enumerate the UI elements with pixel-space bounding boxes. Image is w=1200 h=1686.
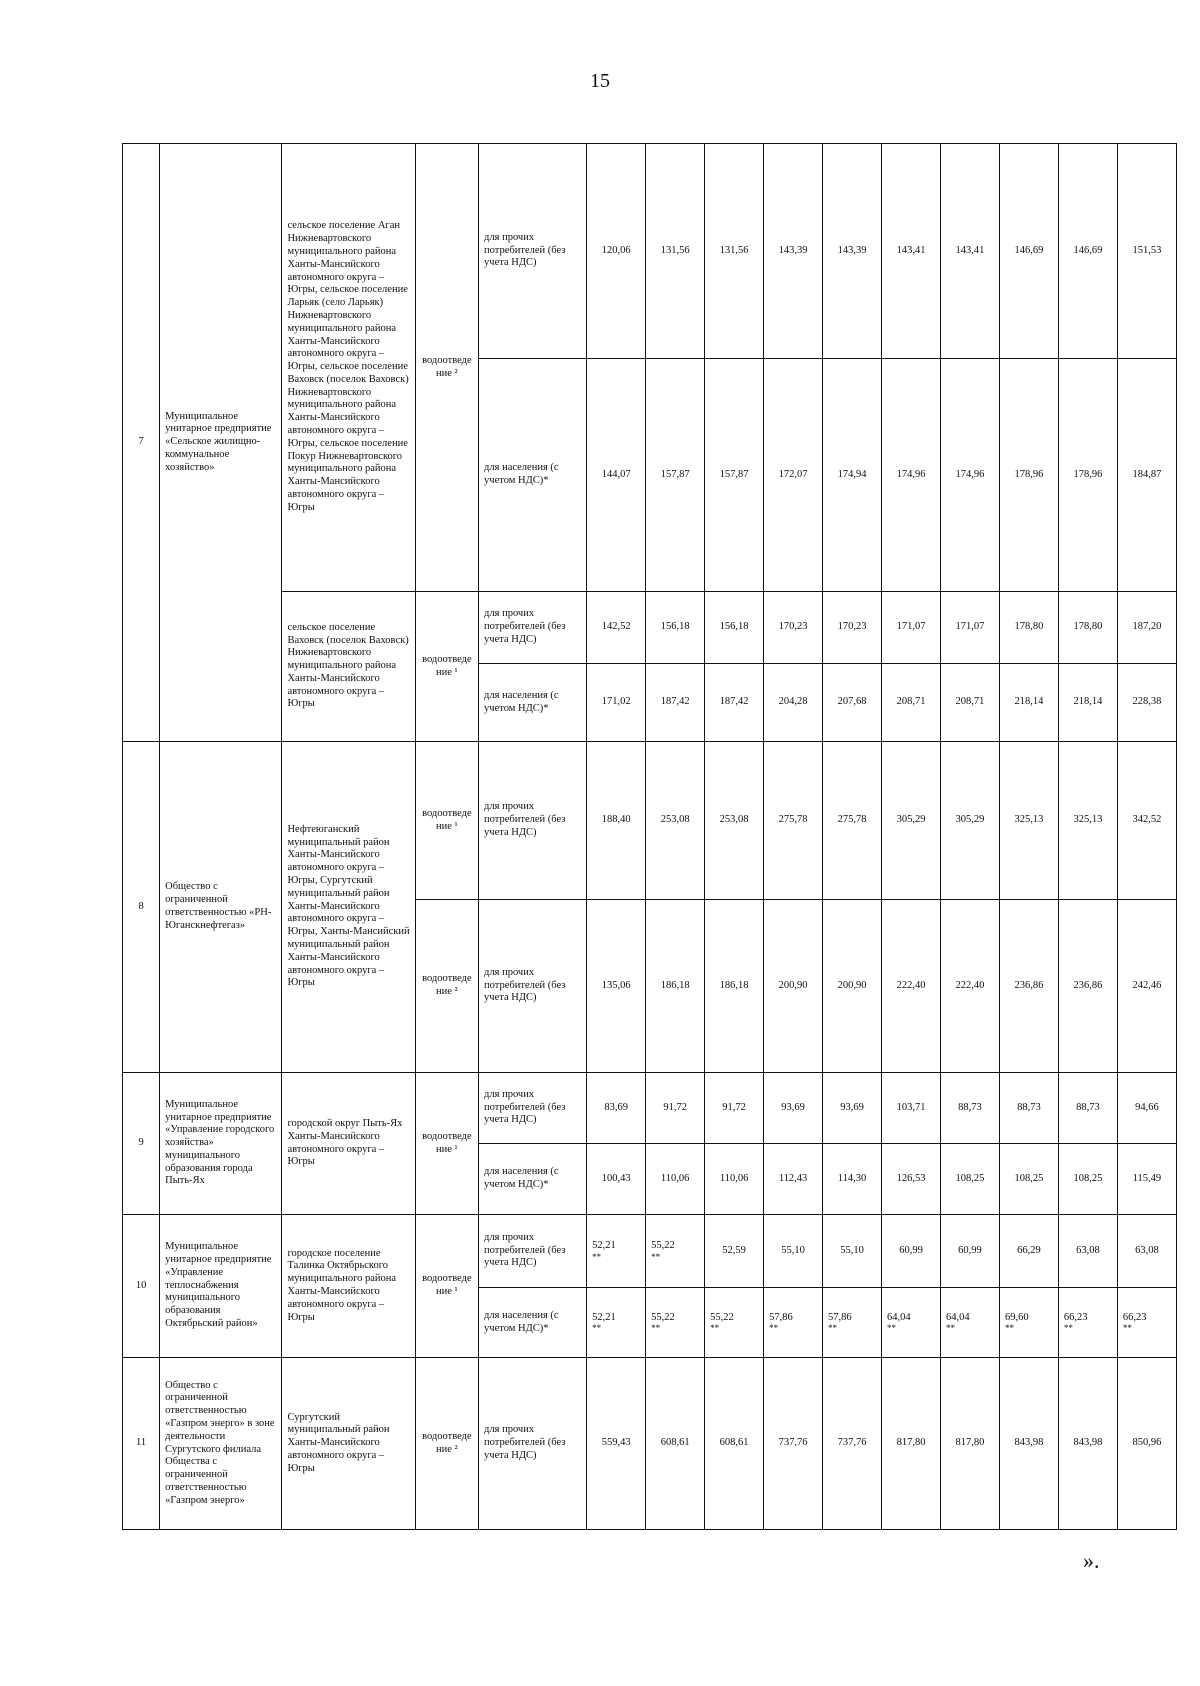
tariff-cell: 171,07 — [882, 592, 941, 664]
tariff-cell: 200,90 — [764, 900, 823, 1073]
page-number: 15 — [590, 70, 610, 92]
tariff-cell: 143,39 — [764, 144, 823, 359]
tariff-value: 55,22 — [651, 1311, 675, 1323]
tariff-cell: 83,69 — [587, 1073, 646, 1144]
tariff-value: 55,22 — [651, 1240, 675, 1252]
footnote-mark: ** — [828, 1323, 838, 1334]
tariff-cell: 208,71 — [882, 664, 941, 742]
tariff-cell: 737,76 — [764, 1358, 823, 1530]
footnote-mark: ** — [651, 1251, 661, 1262]
tariff-cell: 559,43 — [587, 1358, 646, 1530]
tariff-value: 66,29 — [1017, 1244, 1041, 1256]
tariff-cell: 131,56 — [646, 144, 705, 359]
tariff-cell — [705, 1288, 764, 1358]
table-row-10-a — [123, 1215, 1177, 1288]
tariff-value: 55,22 — [710, 1311, 734, 1323]
tariff-cell: 218,14 — [999, 664, 1058, 742]
footnote-mark: ** — [769, 1323, 779, 1334]
tariff-cell: 850,96 — [1117, 1358, 1176, 1530]
consumer-cell: для прочих потребителей (без учета НДС) — [479, 1073, 587, 1144]
tariff-cell: 305,29 — [940, 742, 999, 900]
consumer-cell: для населения (с учетом НДС)* — [479, 664, 587, 742]
territory-cell: городской округ Пыть-Ях Ханты-Мансийского автономного округа – Югры — [282, 1073, 415, 1215]
tariff-value: 55,10 — [840, 1244, 864, 1256]
tariff-cell: 253,08 — [646, 742, 705, 900]
tariff-cell: 115,49 — [1117, 1144, 1176, 1215]
footnote-mark: ** — [592, 1323, 602, 1334]
service-cell: водоотведение ¹ — [415, 1073, 478, 1215]
table-row-8-a — [123, 742, 1177, 900]
footnote-mark: ** — [1004, 1323, 1014, 1334]
consumer-cell: для прочих потребителей (без учета НДС) — [479, 1358, 587, 1530]
tariff-cell: 94,66 — [1117, 1073, 1176, 1144]
tariff-cell: 93,69 — [823, 1073, 882, 1144]
tariff-cell: 228,38 — [1117, 664, 1176, 742]
consumer-cell: для прочих потребителей (без учета НДС) — [479, 144, 587, 359]
tariff-value: 55,10 — [781, 1244, 805, 1256]
tariff-cell: 325,13 — [1058, 742, 1117, 900]
tariff-cell — [823, 1215, 882, 1288]
footnote-mark: ** — [1063, 1323, 1073, 1334]
territory-cell: городское поселение Талинка Октябрьского муниципального района Ханты-Мансийского автономного округа – Югры — [282, 1215, 415, 1358]
tariff-cell: 88,73 — [940, 1073, 999, 1144]
tariff-value: 63,08 — [1076, 1244, 1100, 1256]
tariff-value: 60,99 — [958, 1244, 982, 1256]
tariff-value: 63,08 — [1135, 1244, 1159, 1256]
organization-cell: Муниципальное унитарное предприятие «Сельское жилищно-коммунальное хозяйство» — [160, 144, 282, 742]
tariff-cell — [705, 1215, 764, 1288]
tariff-cell: 131,56 — [705, 144, 764, 359]
tariff-cell: 174,96 — [882, 359, 941, 592]
organization-cell: Муниципальное унитарное предприятие «Управление теплоснабжения муниципального образования Октябрьский район» — [160, 1215, 282, 1358]
consumer-cell: для прочих потребителей (без учета НДС) — [479, 900, 587, 1073]
tariff-cell — [882, 1288, 941, 1358]
tariff-value: 52,59 — [722, 1244, 746, 1256]
service-cell: водоотведение ¹ — [415, 592, 478, 742]
tariff-cell: 187,42 — [705, 664, 764, 742]
tariff-cell: 126,53 — [882, 1144, 941, 1215]
tariff-cell: 208,71 — [940, 664, 999, 742]
tariff-cell: 222,40 — [882, 900, 941, 1073]
tariff-cell: 275,78 — [823, 742, 882, 900]
tariff-cell: 146,69 — [1058, 144, 1117, 359]
tariff-value: 66,23 — [1063, 1311, 1088, 1323]
tariff-cell: 91,72 — [646, 1073, 705, 1144]
tariff-cell — [1058, 1288, 1117, 1358]
service-cell: водоотведение ¹ — [415, 742, 478, 900]
tariff-cell: 93,69 — [764, 1073, 823, 1144]
row-number: 10 — [123, 1215, 160, 1358]
tariff-cell: 144,07 — [587, 359, 646, 592]
consumer-cell: для населения (с учетом НДС)* — [479, 1288, 587, 1358]
service-cell: водоотведение ² — [415, 1358, 478, 1530]
tariff-cell: 146,69 — [999, 144, 1058, 359]
tariff-cell: 170,23 — [823, 592, 882, 664]
tariff-cell: 174,96 — [940, 359, 999, 592]
consumer-cell: для населения (с учетом НДС)* — [479, 1144, 587, 1215]
table-row-9-a — [123, 1073, 1177, 1144]
tariff-cell: 178,96 — [999, 359, 1058, 592]
tariff-cell: 817,80 — [882, 1358, 941, 1530]
row-number: 7 — [123, 144, 160, 742]
tariff-value: 52,21 — [592, 1311, 616, 1323]
tariff-cell: 156,18 — [646, 592, 705, 664]
tariff-cell: 204,28 — [764, 664, 823, 742]
tariff-cell: 120,06 — [587, 144, 646, 359]
consumer-cell: для прочих потребителей (без учета НДС) — [479, 742, 587, 900]
footnote-mark: ** — [651, 1323, 661, 1334]
row-number: 9 — [123, 1073, 160, 1215]
tariff-cell: 110,06 — [646, 1144, 705, 1215]
tariff-cell: 218,14 — [1058, 664, 1117, 742]
tariff-cell: 187,20 — [1117, 592, 1176, 664]
service-cell: водоотведение ² — [415, 900, 478, 1073]
tariff-value: 64,04 — [945, 1311, 970, 1323]
territory-cell: Сургутский муниципальный район Ханты-Мансийского автономного округа – Югры — [282, 1358, 415, 1530]
tariff-cell: 843,98 — [999, 1358, 1058, 1530]
tariff-cell — [940, 1215, 999, 1288]
footnote-mark: ** — [945, 1323, 955, 1334]
tariff-cell: 325,13 — [999, 742, 1058, 900]
tariff-cell — [587, 1215, 646, 1288]
tariff-value: 64,04 — [887, 1311, 911, 1323]
tariff-cell — [587, 1288, 646, 1358]
footnote-mark: ** — [1122, 1323, 1132, 1334]
tariff-cell: 253,08 — [705, 742, 764, 900]
tariff-cell: 737,76 — [823, 1358, 882, 1530]
tariff-cell: 187,42 — [646, 664, 705, 742]
tariff-cell — [1117, 1288, 1176, 1358]
tariff-cell: 222,40 — [940, 900, 999, 1073]
tariff-cell: 156,18 — [705, 592, 764, 664]
tariff-cell: 88,73 — [999, 1073, 1058, 1144]
organization-cell: Муниципальное унитарное предприятие «Управление городского хозяйства» муниципального образования города Пыть-Ях — [160, 1073, 282, 1215]
tariff-value: 57,86 — [769, 1311, 793, 1323]
tariff-cell — [882, 1215, 941, 1288]
tariff-cell — [1117, 1215, 1176, 1288]
tariff-cell: 207,68 — [823, 664, 882, 742]
tariff-value: 57,86 — [828, 1311, 852, 1323]
tariff-cell: 275,78 — [764, 742, 823, 900]
tariff-cell — [646, 1215, 705, 1288]
tariff-cell: 100,43 — [587, 1144, 646, 1215]
service-cell: водоотведение ² — [415, 144, 478, 592]
tariff-cell: 186,18 — [705, 900, 764, 1073]
tariff-cell: 143,41 — [940, 144, 999, 359]
tariff-cell — [764, 1288, 823, 1358]
territory-cell: сельское поселение Аган Нижневартовского муниципального района Ханты-Мансийского автономного округа – Югры, сельское поселение Ларьяк (село Ларьяк) Нижневартовского муниципального района Ханты-Мансийского автономного округа – Югры, сельское поселение Ваховск (поселок Ваховск) Нижневартовского муниципального района Ханты-Мансийского автономного округа – Югры, сельское поселение Покур Нижневартовского муниципального района Ханты-Мансийского автономного округа – Югры — [282, 144, 415, 592]
tariff-cell — [999, 1288, 1058, 1358]
table-row-11 — [123, 1358, 1177, 1530]
tariff-table — [122, 143, 1177, 1530]
tariff-cell: 174,94 — [823, 359, 882, 592]
row-number: 8 — [123, 742, 160, 1073]
tariff-cell — [999, 1215, 1058, 1288]
tariff-cell: 143,39 — [823, 144, 882, 359]
tariff-value: 66,23 — [1122, 1311, 1147, 1323]
tariff-cell: 88,73 — [1058, 1073, 1117, 1144]
tariff-cell: 186,18 — [646, 900, 705, 1073]
consumer-cell: для прочих потребителей (без учета НДС) — [479, 1215, 587, 1288]
tariff-cell: 112,43 — [764, 1144, 823, 1215]
tariff-cell: 114,30 — [823, 1144, 882, 1215]
tariff-cell: 236,86 — [1058, 900, 1117, 1073]
tariff-cell — [823, 1288, 882, 1358]
tariff-cell: 108,25 — [999, 1144, 1058, 1215]
tariff-cell: 91,72 — [705, 1073, 764, 1144]
tariff-value: 52,21 — [592, 1240, 616, 1252]
footnote-mark: ** — [592, 1251, 602, 1262]
tariff-cell: 108,25 — [940, 1144, 999, 1215]
tariff-cell: 110,06 — [705, 1144, 764, 1215]
row-number: 11 — [123, 1358, 160, 1530]
tariff-cell: 178,96 — [1058, 359, 1117, 592]
tariff-cell: 170,23 — [764, 592, 823, 664]
tariff-cell: 172,07 — [764, 359, 823, 592]
footnote-mark: ** — [887, 1323, 897, 1334]
tariff-cell: 157,87 — [646, 359, 705, 592]
tariff-cell: 142,52 — [587, 592, 646, 664]
tariff-cell: 171,02 — [587, 664, 646, 742]
consumer-cell: для прочих потребителей (без учета НДС) — [479, 592, 587, 664]
tariff-cell: 178,80 — [1058, 592, 1117, 664]
tariff-cell: 157,87 — [705, 359, 764, 592]
tariff-cell — [940, 1288, 999, 1358]
tariff-cell: 608,61 — [646, 1358, 705, 1530]
organization-cell: Общество с ограниченной ответственностью «Газпром энерго» в зоне деятельности Сургутского филиала Общества с ограниченной ответственностью «Газпром энерго» — [160, 1358, 282, 1530]
closing-quote-mark: ». — [1083, 1548, 1100, 1573]
tariff-cell — [646, 1288, 705, 1358]
tariff-value: 60,99 — [899, 1244, 923, 1256]
tariff-cell: 342,52 — [1117, 742, 1176, 900]
tariff-cell: 305,29 — [882, 742, 941, 900]
tariff-cell: 178,80 — [999, 592, 1058, 664]
footnote-mark: ** — [710, 1323, 720, 1334]
tariff-cell: 135,06 — [587, 900, 646, 1073]
territory-cell: Нефтеюганский муниципальный район Ханты-Мансийского автономного округа – Югры, Сургутский муниципальный район Ханты-Мансийского автономного округа – Югры, Ханты-Мансийский муниципальный район Ханты-Мансийского автономного округа – Югры — [282, 742, 415, 1073]
service-cell: водоотведение ¹ — [415, 1215, 478, 1358]
tariff-cell: 242,46 — [1117, 900, 1176, 1073]
tariff-cell: 108,25 — [1058, 1144, 1117, 1215]
tariff-cell: 188,40 — [587, 742, 646, 900]
tariff-cell: 143,41 — [882, 144, 941, 359]
tariff-cell: 151,53 — [1117, 144, 1176, 359]
tariff-cell: 843,98 — [1058, 1358, 1117, 1530]
territory-cell: сельское поселение Ваховск (поселок Ваховск) Нижневартовского муниципального района Ханты-Мансийского автономного округа – Югры — [282, 592, 415, 742]
tariff-cell: 817,80 — [940, 1358, 999, 1530]
table-row-7-a — [123, 144, 1177, 359]
tariff-cell: 200,90 — [823, 900, 882, 1073]
organization-cell: Общество с ограниченной ответственностью «РН-Юганскнефтегаз» — [160, 742, 282, 1073]
tariff-cell: 236,86 — [999, 900, 1058, 1073]
tariff-cell: 171,07 — [940, 592, 999, 664]
tariff-value: 69,60 — [1004, 1311, 1029, 1323]
tariff-cell: 103,71 — [882, 1073, 941, 1144]
tariff-cell — [1058, 1215, 1117, 1288]
tariff-cell: 608,61 — [705, 1358, 764, 1530]
tariff-cell: 184,87 — [1117, 359, 1176, 592]
consumer-cell: для населения (с учетом НДС)* — [479, 359, 587, 592]
tariff-cell — [764, 1215, 823, 1288]
